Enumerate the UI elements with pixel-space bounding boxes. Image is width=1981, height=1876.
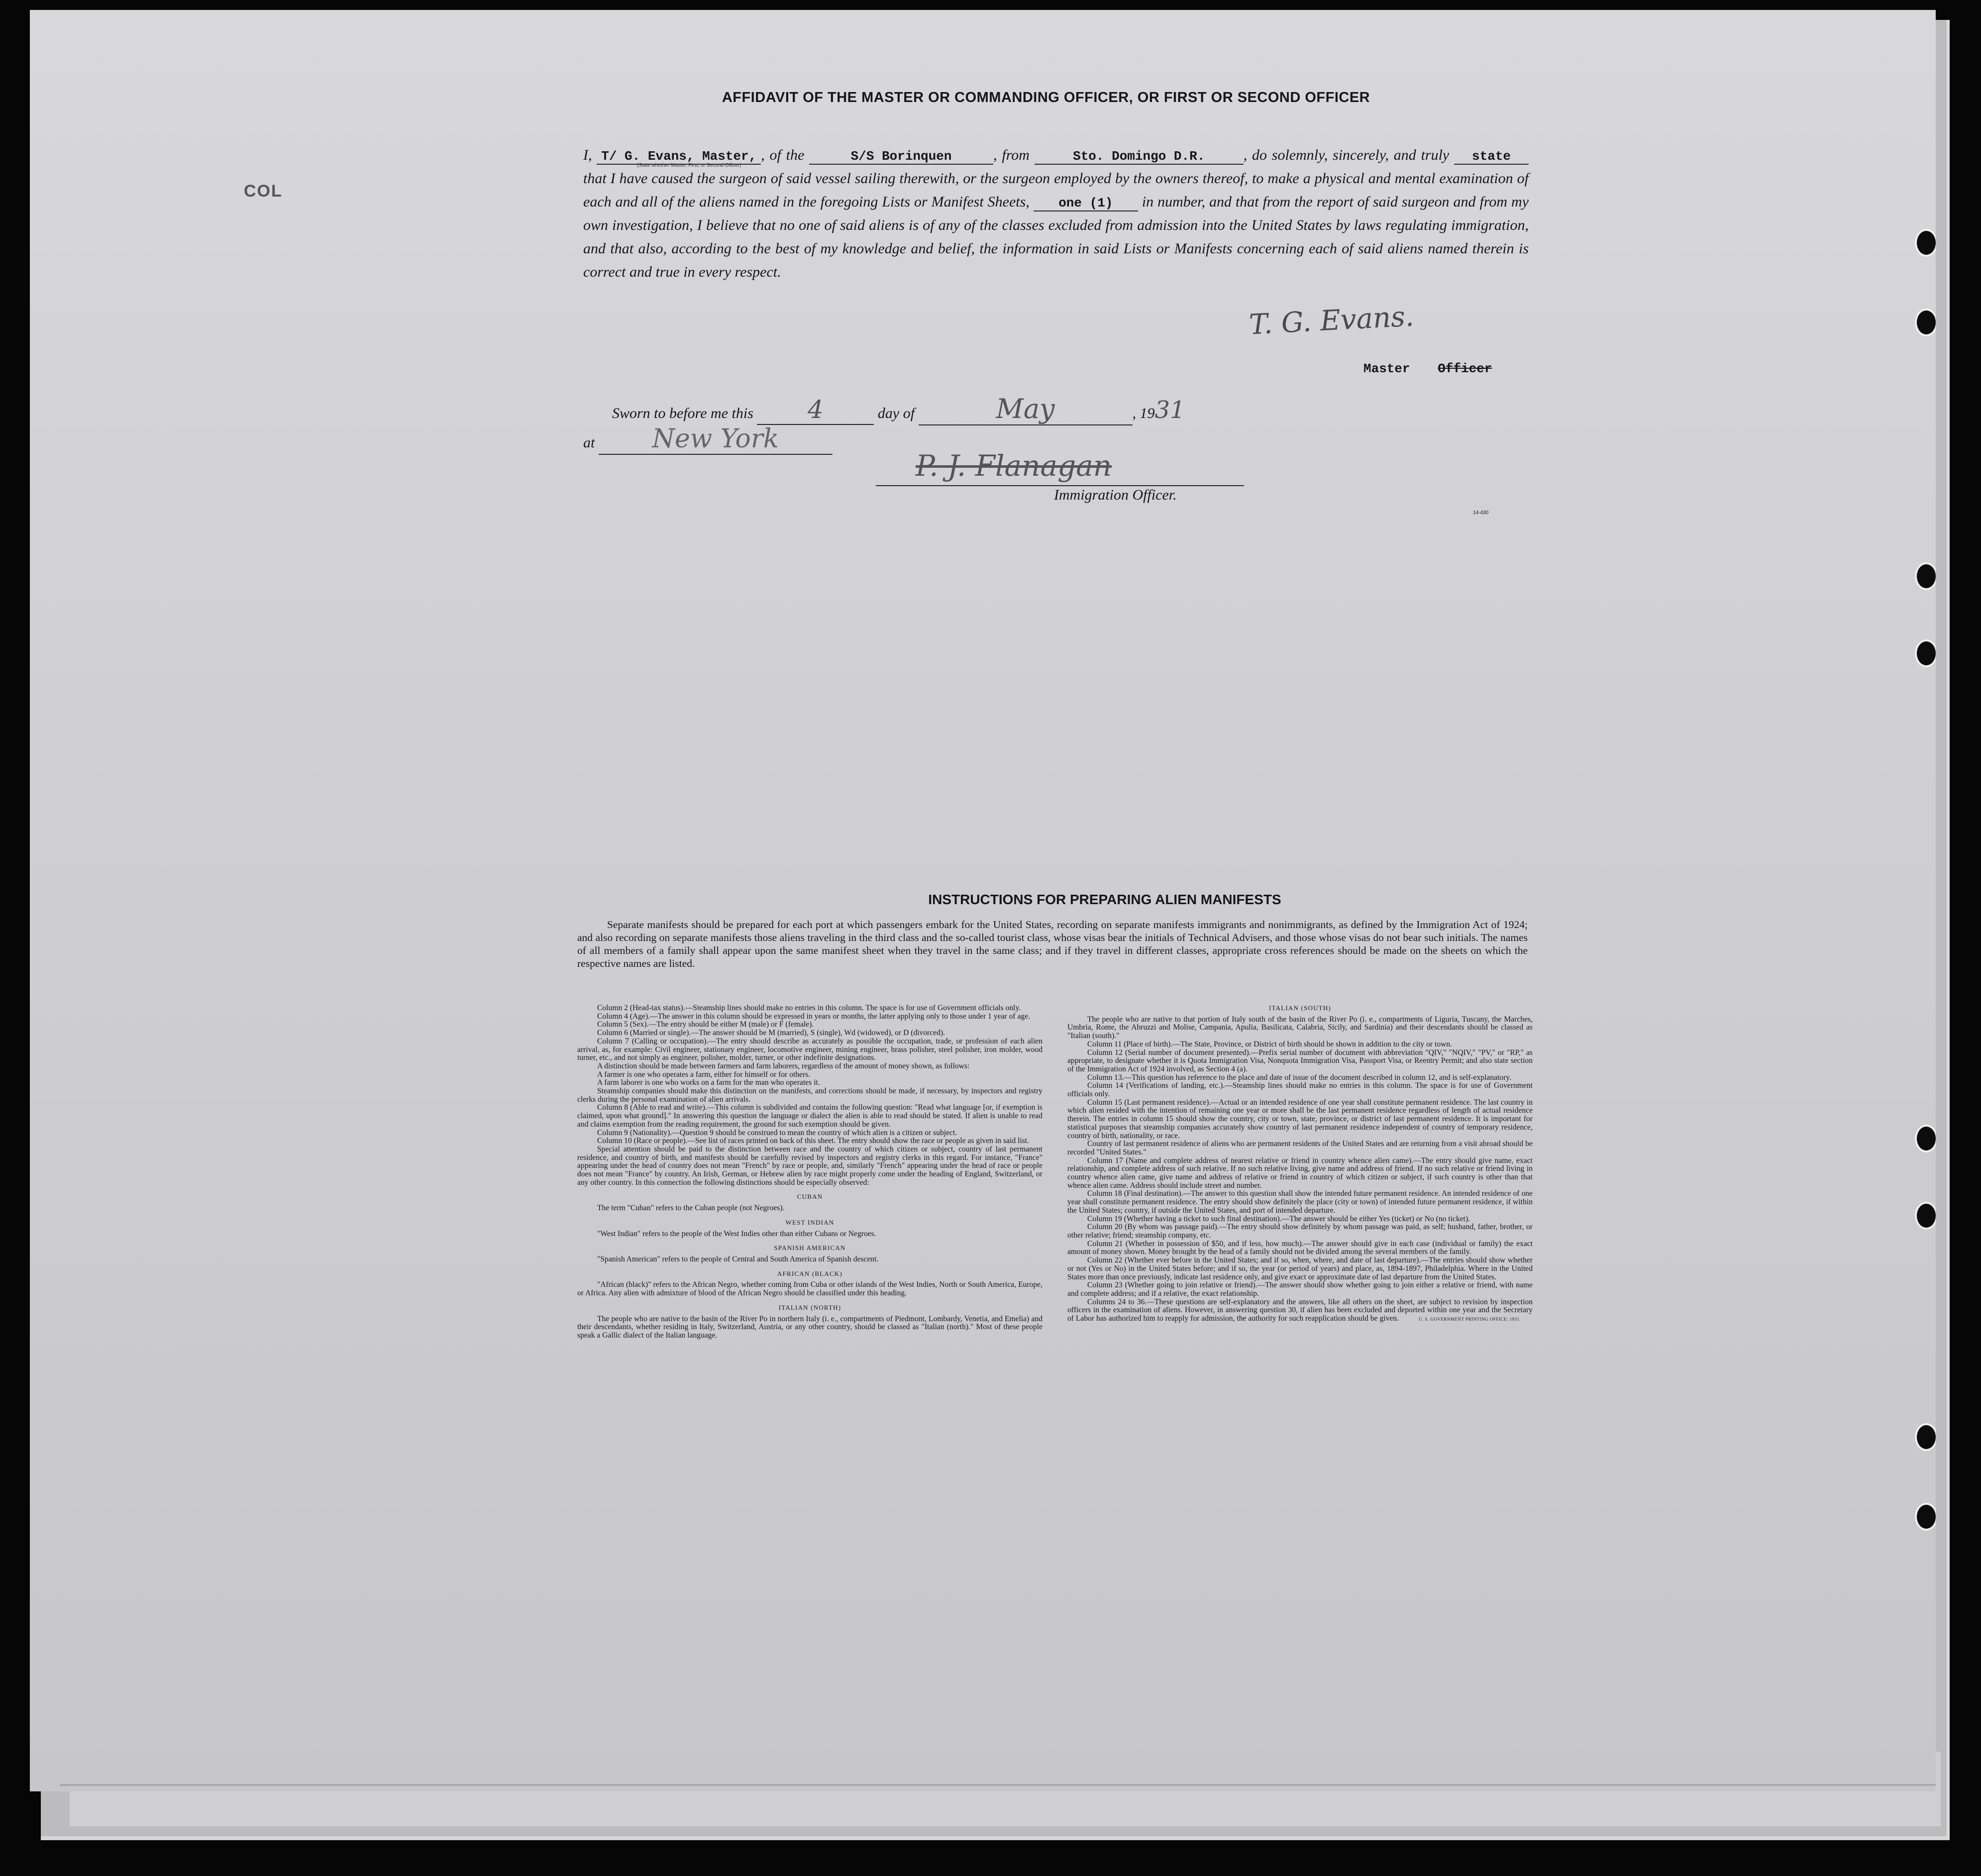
instruction-paragraph: "West Indian" refers to the people of the West Indies other than either Cubans or Negroes. (597, 1229, 876, 1238)
vessel-name-field: S/S Borinquen (809, 149, 993, 165)
instruction-paragraph: Column 2 (Head-tax status).—Steamship lines should make no entries in this column. The space is for use of Government officials only. (597, 1004, 1021, 1012)
affidavit-text: , from (993, 147, 1030, 163)
printer-imprint: U. S. GOVERNMENT PRINTING OFFICE: 1931 (1419, 1317, 1520, 1322)
instructions-title: INSTRUCTIONS FOR PREPARING ALIEN MANIFESTS (928, 892, 1281, 907)
instruction-paragraph: A farm laborer is one who works on a farm for the man who operates it. (597, 1078, 820, 1087)
master-title-struck: Officer (1438, 361, 1492, 376)
signature-rule (876, 485, 1244, 486)
stamp-mark: COL (244, 182, 283, 201)
instruction-paragraph: Column 5 (Sex).—The entry should be either M (male) or F (female). (597, 1020, 814, 1029)
instruction-text: Columns 24 to 36.—These questions are self-explanatory and the answers, like all others on the sheet, are subject to revision by inspection officers in the examination of aliens. However, in answering question 30, if alien has been excluded and deported within one year and the Secretary of Labor has authorized him to reapply for admission, the authority for such reapplication should be given. (1067, 1297, 1533, 1323)
affidavit-text: , do solemnly, sincerely, and truly (1243, 147, 1450, 163)
section-heading: ITALIAN (SOUTH) (1269, 1004, 1331, 1012)
instruction-paragraph: Column 15 (Last permanent residence).—Actual or an intended residence of one year shall constitute permanent residence. The last country in which alien resided with the intention of remaining one year or more shall be the last permanent residence regardless of length of actual residence therein. The entries in column 15 should show the country, city or town, state, province, or district of last permanent residence. It is important for statistical purposes that steamship companies accurately show country of last permanent residence independent of country of temporary residence, country of birth, nationality, or race. (1067, 1098, 1533, 1140)
officer-name-field: T/ G. Evans, Master, (597, 149, 761, 165)
instruction-paragraph: Column 11 (Place of birth).—The State, Province, or District of birth should be shown in addition to the city or town. (1087, 1040, 1453, 1048)
instructions-intro: Separate manifests should be prepared for each port at which passengers embark for the United States, recording on separate manifests immigrants and nonimmigrants, as defined by the Immigration Act of 1924; and also recording on separate manifests those aliens traveling in the third class and the so-called tourist class, whose visas bear the initials of Technical Advisers, and those whose visas do not bear such initials. The names of all members of a family shall appear upon the same manifest sheet when they travel in the same class; and if they travel in different classes, appropriate cross references should be made on the sheets on which the respective names are listed. (577, 919, 1528, 969)
at-label: at (583, 434, 595, 451)
instruction-paragraph: Column 18 (Final destination).—The answer to this question shall show the intended future permanent residence. An intended residence of one year shall constitute permanent residence. The entry should show definitely the place (city or town) of intended future permanent residence, if within the United States; country, if outside the United States, and port of intended departure. (1067, 1189, 1533, 1215)
place: New York (652, 424, 779, 454)
binder-hole-1 (1915, 229, 1936, 257)
instruction-paragraph: The people who are native to the basin of the River Po in northern Italy (i. e., compartments of Piedmont, Lombardy, Venetia, and Emelia) and their descendants, whether residing in Italy, Switzerland, Austria, or any other country, should be classed as "Italian (north)." Most of these people speak a Gallic dialect of the Italian language. (577, 1314, 1043, 1340)
instruction-paragraph: A farmer is one who operates a farm, either for himself or for others. (597, 1070, 811, 1079)
instruction-paragraph: Column 9 (Nationality).—Question 9 should be construed to mean the country of which alien is a citizen or subject. (597, 1128, 957, 1137)
instruction-paragraph: Column 4 (Age).—The answer in this column should be expressed in years or months, the latter applying only to those under 1 year of age. (597, 1012, 1031, 1021)
sworn-day-field (757, 395, 874, 425)
manifest-page (30, 10, 1936, 1791)
binder-hole-3 (1915, 562, 1936, 590)
instruction-paragraph: Column 17 (Name and complete address of nearest relative or friend in country whence alien came).—The entry should give name, exact relationship, and complete address of such relative. If no such relative living, give name and address of friend. If no such relative or friend living in country whence alien came, give name and address of relative or friend in country of which citizen or subject, if such country is other than that whence alien came. Address should include street and number. (1067, 1156, 1533, 1190)
form-number: 14-430 (1473, 510, 1489, 516)
instruction-paragraph: Column 22 (Whether ever before in the United States; and if so, when, where, and date of last departure).—The entries should show whether or not (Yes or No) in the United States before; and if so, the year (or period of years) and place, as, 1894-1897, Philadelphia. Where in the United States more than once previously, indicate last residence only, and give exact or approximate date of last departure from the United States. (1067, 1256, 1533, 1281)
section-heading: ITALIAN (NORTH) (778, 1303, 841, 1311)
year-suffix: 31 (1154, 396, 1185, 424)
instruction-paragraph: Column 6 (Married or single).—The answer should be M (married), S (single), Wd (widowed), or D (divorced). (597, 1029, 945, 1038)
instructions-left-column (577, 1004, 1043, 1340)
master-signature: T. G. Evans. (1248, 300, 1415, 341)
instruction-paragraph: Column 23 (Whether going to join relative or friend).—The answer should show whether going to join either a relative or friend, with name and complete address; and if a relative, the exact relationship. (1067, 1281, 1533, 1298)
instruction-paragraph: Steamship companies should make this distinction on the manifests, and corrections should be made, if necessary, by inspectors and registry clerks during the personal examination of alien arrivals. (577, 1087, 1043, 1104)
instruction-paragraph: Column 12 (Serial number of document presented).—Prefix serial number of document with abbreviation "QIV," "NQIV," "PV," or "RP," as appropriate, to designate whether it is Quota Immigration Visa, Nonquota Immigration Visa, Passport Visa, or Reentry Permit; and also state section of the Immigration Act of 1924 involved, as Section 4 (a). (1067, 1048, 1533, 1073)
instruction-paragraph: Column 21 (Whether in possession of $50, and if less, how much).—The answer should give in each case (individual or family) the exact amount of money shown. Money brought by the head of a family should not be divided among the several members of the family. (1067, 1239, 1533, 1256)
sworn-day: 4 (807, 395, 824, 424)
instruction-paragraph: A distinction should be made between farmers and farm laborers, regardless of the amount of money shown, as follows: (597, 1061, 970, 1070)
officer-hint: (State whether Master, First, or Second Officer) (637, 163, 741, 168)
binder-hole-4 (1915, 639, 1936, 667)
page-fold (60, 1784, 1936, 1786)
instruction-paragraph: Column 7 (Calling or occupation).—The entry should describe as accurately as possible the occupation, trade, or profession of each alien arrival, as, for example: Civil engineer, stationary engineer, locomotive engineer, mining engineer, brass polisher, steel polisher, iron molder, wood turner, etc., and not simply as engineer, polisher, molder, turner, or other indefinite designations. (577, 1037, 1043, 1062)
instruction-paragraph: Column 13.—This question has reference to the place and date of issue of the document described in column 12, and is self-explanatory. (1087, 1073, 1512, 1082)
binder-hole-7 (1915, 1423, 1936, 1451)
binder-hole-2 (1915, 309, 1936, 336)
master-title-line (1363, 361, 1492, 376)
instruction-paragraph: Country of last permanent residence of aliens who are permanent residents of the United States and are returning from a visit abroad should be recorded "United States." (1067, 1140, 1533, 1156)
immigration-officer-signature: P. J. Flanagan (916, 449, 1112, 483)
sworn-month-field (919, 393, 1133, 425)
instruction-paragraph: Column 8 (Able to read and write).—This column is subdivided and contains the following question: "Read what language [or, if exemption is claimed, upon what ground]." In answering this question the language or dialect the alien is able to read should be stated. If alien is unable to read and claims exemption from the reading requirement, the ground for such exemption should be given. (577, 1103, 1043, 1129)
instruction-paragraph: Special attention should be paid to the distinction between race and the country of which citizen or subject, country of last permanent residence, and country of birth, and manifests should be carefully revised by inspectors and registry clerks in this regard. For instance, "France" appearing under the head of country does not mean "French" by race or people, and, similarly "French" appearing under the head of race or people does not mean "France" by country. An Irish, German, or Hebrew alien by race might properly come under the heading of England, Switzerland, or any other country. In this connection the following distinctions should be especially observed: (577, 1145, 1043, 1187)
port-field: Sto. Domingo D.R. (1035, 149, 1244, 165)
affidavit-text: that I have caused the surgeon of said vessel sailing therewith, or the surgeon employed by the owners thereof, to make a physical and mental examination of each and all of the aliens named in the foregoing Lists or Manifest Sheets, (583, 170, 1529, 210)
at-line (583, 424, 833, 455)
year-prefix: , 19 (1132, 405, 1155, 421)
day-of-label: day of (877, 405, 915, 421)
verb-field: state (1454, 149, 1529, 165)
instruction-paragraph: "African (black)" refers to the African Negro, whether coming from Cuba or other islands of the West Indies, North or South America, Europe, or Africa. Any alien with admixture of blood of the African Negro should be classified under this heading. (577, 1280, 1043, 1298)
instructions-right-column (1067, 1004, 1533, 1324)
affidavit-text: , of the (761, 147, 805, 163)
binder-hole-8 (1915, 1503, 1936, 1531)
binder-hole-6 (1915, 1202, 1936, 1230)
section-heading: WEST INDIAN (785, 1218, 834, 1226)
section-heading: AFRICAN (BLACK) (777, 1269, 843, 1277)
affidavit-text: I, (583, 147, 592, 163)
instruction-paragraph: Column 20 (By whom was passage paid).—The entry should show definitely by whom passage was paid, as self; husband, father, brother, or other relative; friend; steamship company, etc. (1067, 1223, 1533, 1240)
section-heading: CUBAN (797, 1193, 823, 1201)
instruction-paragraph: The term "Cuban" refers to the Cuban people (not Negroes). (597, 1204, 785, 1213)
instruction-paragraph: Column 19 (Whether having a ticket to such final destination).—The answer should be either Yes (ticket) or No (no ticket). (1087, 1214, 1470, 1223)
section-heading: SPANISH AMERICAN (774, 1244, 846, 1252)
affidavit-title: AFFIDAVIT OF THE MASTER OR COMMANDING OFFICER, OR FIRST OR SECOND OFFICER (722, 90, 1370, 105)
place-field (599, 424, 833, 455)
instruction-paragraph (1067, 1298, 1533, 1324)
master-title: Master (1363, 361, 1410, 376)
sworn-prefix: Sworn to before me this (612, 405, 753, 421)
affidavit-text: in number, and that from the report of said surgeon and from my own investigation, I believe that no one of said aliens is of any of the classes excluded from admission into the United States by laws regulating immigration, and that also, according to the best of my knowledge and belief, the information in said Lists or Manifests concerning each of said aliens named therein is correct and true in every respect. (583, 194, 1529, 280)
instruction-paragraph: Column 10 (Race or people).—See list of races printed on back of this sheet. The entry should show the race or people as given in said list. (597, 1137, 1029, 1146)
instruction-paragraph: The people who are native to that portion of Italy south of the basin of the River Po (i. e., compartments of Liguria, Tuscany, the Marches, Umbria, Rome, the Abruzzi and Molise, Campania, Apulia, Basilicata, Calabria, Sicily, and Sardinia) and their descendants should be classed as "Italian (south)." (1067, 1015, 1533, 1041)
sheet-count-field: one (1) (1034, 196, 1138, 211)
sworn-line (612, 393, 1185, 425)
sworn-month: May (996, 393, 1055, 424)
immigration-officer-label: Immigration Officer. (1054, 487, 1177, 503)
binder-hole-5 (1915, 1125, 1936, 1152)
instruction-paragraph: Column 14 (Verifications of landing, etc.).—Steamship lines should make no entries in this column. The space is for use of Government officials only. (1067, 1081, 1533, 1099)
instruction-paragraph: "Spanish American" refers to the people of Central and South America of Spanish descent. (597, 1254, 879, 1263)
